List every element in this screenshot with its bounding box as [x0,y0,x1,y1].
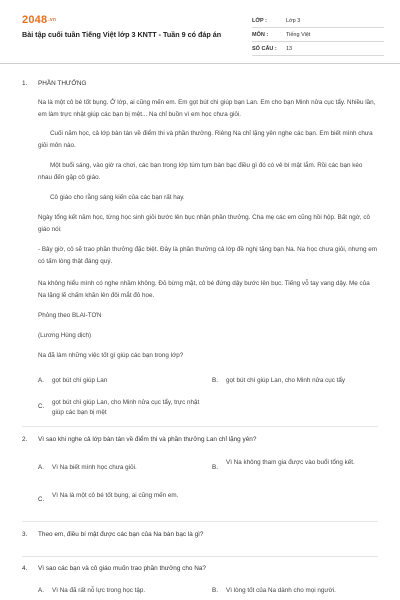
passage-block [22,244,378,268]
question-number: 2. [22,436,28,443]
option-b[interactable] [212,586,392,596]
option-label: C. [38,496,45,503]
meta-value: 13 [286,45,293,52]
meta-key: LỚP : [252,17,267,24]
meta-table [252,14,384,56]
passage-block [22,278,378,302]
passage-block [22,330,378,342]
option-text: Vì Na biết mình học chưa giỏi. [52,464,137,471]
passage-translator: (Lương Hùng dịch) [38,332,92,339]
question-prompt: Vì sao khi nghe cả lớp bàn tán về điểm thi và phần thưởng Lan chỉ lặng yên? [38,436,257,443]
option-text: Vì Na đã rất nỗ lực trong học tập. [52,587,146,594]
option-c[interactable] [38,491,202,505]
question-number: 1. [22,80,28,87]
question-1-heading [22,80,378,87]
option-text: gọt bút chì giúp Lan, cho Minh nửa cục tẩy [226,377,346,384]
option-b[interactable] [212,458,356,473]
logo-text: 2048 [22,14,48,26]
question-divider [22,426,378,427]
option-text: gọt bút chì giúp Lan [52,377,108,384]
option-a[interactable] [38,586,192,596]
question-2 [22,436,378,443]
question-3 [22,531,378,538]
meta-row-subject [252,28,384,42]
option-a[interactable] [38,376,192,386]
question-prompt: Na đã làm những việc tốt gì giúp các bạn trong lớp? [38,352,184,359]
meta-value: Lớp 3 [286,17,301,24]
question-number: 3. [22,531,28,538]
passage-block [22,192,378,204]
question-4 [22,565,378,572]
meta-key: MÔN : [252,31,269,38]
passage-paragraph: - Bây giờ, cô sẽ trao phần thưởng đặc biệt. Đây là phần thưởng cả lớp đề nghị tặng bạn Na. Na học chưa giỏi, nhưng em có tấm lòng thật đáng quý. [38,246,377,265]
question-heading: PHẦN THƯỞNG [38,80,87,87]
question-1-prompt-block [22,350,378,362]
question-number: 4. [22,565,28,572]
passage-paragraph: Ngày tổng kết năm học, từng học sinh giỏi bước lên bục nhận phần thưởng. Cha mẹ các em cũng hồi hộp. Bất ngờ, cô giáo nói: [38,214,371,233]
option-text: Vì lòng tốt của Na dành cho mọi người. [226,587,336,594]
question-prompt: Vì sao các bạn và cô giáo muốn trao phần thưởng cho Na? [38,565,206,572]
question-divider [22,556,378,557]
document-title: Bài tập cuối tuần Tiếng Việt lớp 3 KNTT - Tuần 9 có đáp án [22,30,222,39]
question-divider [22,521,378,522]
passage-paragraph: Na là một cô bé tốt bụng. Ở lớp, ai cũng mến em. Em gọt bút chì giúp bạn Lan. Em cho bạn Minh nửa cục tẩy. Nhiều lần, em làm trực nhật giúp các bạn bị mệt... Na chỉ buồn vì em học chưa giỏi. [38,99,376,118]
option-label: A. [38,587,44,594]
passage-paragraph: Cuối năm học, cả lớp bàn tán về điểm thi và phần thưởng. Riêng Na chỉ lặng yên nghe các bạn. Em biết mình chưa giỏi môn nào. [38,130,373,149]
option-label: B. [212,377,218,384]
passage-paragraph: Cô giáo cho rằng sáng kiến của các bạn rất hay. [50,194,185,201]
meta-value: Tiếng Việt [286,31,311,38]
header-divider [0,63,400,64]
option-a[interactable] [38,463,192,473]
site-logo[interactable] [22,14,56,26]
option-label: B. [212,587,218,594]
passage-block [22,310,378,322]
option-text: Vì Na là một cô bé tốt bụng, ai cũng mến em. [52,492,179,499]
passage-source: Phỏng theo BLAI-TƠN [38,312,102,319]
passage-block [22,128,378,152]
logo-suffix: .vn [48,17,57,23]
passage [22,97,378,121]
meta-row-count [252,42,384,56]
option-label: A. [38,377,44,384]
option-label: C. [38,403,45,410]
option-label: B. [212,464,218,471]
passage-block [22,212,378,236]
option-c[interactable] [38,398,202,418]
passage-paragraph: Một buổi sáng, vào giờ ra chơi, các bạn trong lớp túm tụm bàn bạc điều gì đó có vẻ bí mật lắm. Rồi các bạn kéo nhau đến gặp cô giáo. [38,162,363,181]
passage-block [22,160,378,184]
option-text: gọt bút chì giúp Lan, cho Minh nửa cục tẩy, trực nhật giúp các bạn bị mệt [52,399,200,416]
meta-row-grade [252,14,384,28]
question-prompt: Theo em, điều bí mật được các bạn của Na bàn bạc là gì? [38,531,204,538]
option-text: Vì Na không tham gia được vào buổi tổng kết. [226,459,355,466]
passage-paragraph: Na không hiểu mình có nghe nhầm không. Đỏ bừng mặt, cô bé đứng dậy bước lên bục. Tiếng vỗ tay vang dậy. Mẹ của Na lặng lẽ chấm khăn lên đôi mắt đỏ hoe. [38,280,370,299]
option-label: A. [38,464,44,471]
option-b[interactable] [212,376,392,386]
meta-key: SỐ CÂU : [252,45,277,52]
header [0,0,400,64]
